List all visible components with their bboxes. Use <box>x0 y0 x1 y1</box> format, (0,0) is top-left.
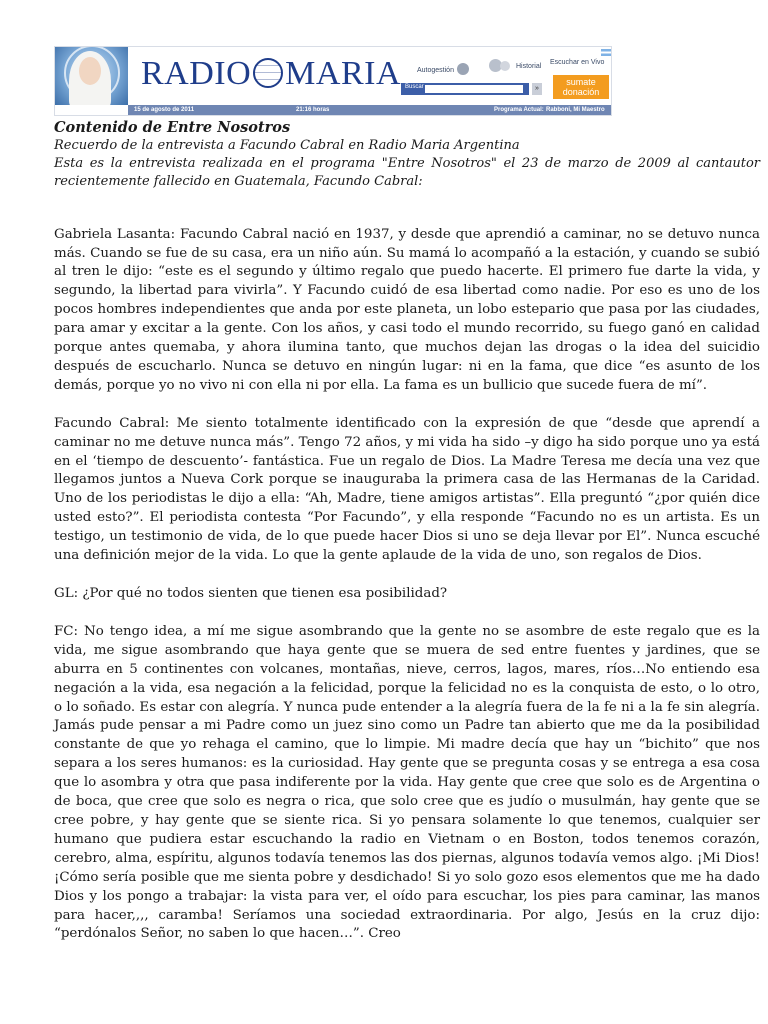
current-program-link[interactable]: Rabboni, Mi Maestro <box>546 107 605 113</box>
donate-line2: donación <box>562 87 600 97</box>
spacer <box>54 192 760 226</box>
intro-subtitle: Recuerdo de la entrevista a Facundo Cabral en Radio Maria Argentina <box>54 138 520 153</box>
radio-maria-logo[interactable] <box>141 55 401 93</box>
donate-line1: sumate <box>566 77 596 87</box>
paragraph: FC: No tengo idea, a mí me sigue asombrando que la gente no se asombre de este regalo que es la vida, me sigue asombrando que haya gente que se muera de sed entre fuentes y jardines, que se aburra en 5 continentes con volcanes, montañas, nieve, cerros, lagos, mares, ríos…No entiendo esa negación a la vida, esa negación a la felicidad, porque la felicidad no es la conquista de esto, o lo otro, o lo soñado. Es estar con alegría. Y nunca pude entender a la alegría fuera de la fe ni a la fe sin alegría. Jamás pude pensar a mi Padre como un juez sino como un Padre tan abierto que me da la posibilidad constante de que yo rehaga el camino, que lo limpie. Mi madre decía que hay un “bichito” que nos separa a los seres humanos: es la curiosidad. Hay gente que se pregunta cosas y se entrega a esa cosa que lo asombra y otra que pasa indiferente por la vida. Hay gente que cree que solo es de Argentina o de boca, que cree que solo es negra o rica, que solo cree que es judío o musulmán, hay gente que se cree pobre, y hay gente que se siente rica. Si yo pensara solamente lo que tenemos, cualquier ser humano que pudiera estar escuchando la radio en Vietnam o en Boston, todos tenemos corazón, cerebro, alma, espíritu, algunos todavía tenemos las dos piernas, algunos todavía vemos algo. ¡Mi Dios! ¡Cómo sería posible que me sienta pobre y desdichado! Si yo solo gozo esos elementos que me ha dado Dios y los pongo a trabajar: la vista para ver, el oído para escuchar, los pies para caminar, las manos para hacer,,,, caramba! Seríamos una sociedad extraordinaria. Por algo, Jesús en la cruz dijo: “perdónalos Señor, no saben lo que hacen…”. Creo <box>54 623 760 942</box>
document-body <box>54 118 760 963</box>
logo-text-radio: RADIO <box>141 55 252 92</box>
autogestion-link[interactable]: Autogestión <box>417 67 454 74</box>
paragraph: GL: ¿Por qué no todos sienten que tienen esa posibilidad? <box>54 586 448 602</box>
donate-button[interactable] <box>553 75 609 99</box>
intro-description: Esta es la entrevista realizada en el programa "Entre Nosotros" el 23 de marzo de 2009 al cantautor recientemente fallecido en Guatemala, Facundo Cabral: <box>54 156 760 190</box>
user-icon[interactable] <box>457 63 469 75</box>
argentina-flag-icon <box>601 49 611 56</box>
search-button[interactable]: » <box>532 83 542 95</box>
info-bar <box>128 105 612 115</box>
globe-icon <box>253 58 283 88</box>
search-input[interactable] <box>425 85 523 93</box>
logo-text-maria: MARIA <box>285 55 402 92</box>
site-banner <box>54 46 612 116</box>
current-date: 15 de agosto de 2011 <box>134 107 195 113</box>
paragraph: Gabriela Lasanta: Facundo Cabral nació en 1937, y desde que aprendió a caminar, no se detuvo nunca más. Cuando se fue de su casa, era un niño aún. Su mamá lo acompañó a la estación, y cuando se subió al tren le dijo: “este es el segundo y último regalo que puedo hacerte. El primero fue darte la vida, y segundo, la libertad para vivirla”. Y Facundo cuidó de esa libertad como nadie. Por eso es uno de los pocos hombres independientes que anda por este planeta, un lobo estepario que pasa por las ciudades, para amar y excitar a la gente. Con los años, y casi todo el mundo recorrido, su fuego ganó en calidad porque antes quemaba, y ahora ilumina tanto, que muchos dejan las drogas o la idea del suicidio después de escucharlo. Nunca se detuvo en ningún lugar: ni en la fama, que dice “es asunto de los demás, porque yo no vivo ni con ella ni por ella. La fama es un bullicio que sucede fuera de mí”. <box>54 226 760 393</box>
virgin-mary-image <box>55 47 128 105</box>
paragraph: Facundo Cabral: Me siento totalmente identificado con la expresión de que “desde que aprendí a caminar no me detuve nunca más”. Tengo 72 años, y mi vida ha sido –y digo ha sido porque uno ya está en el ‘tiempo de descuento’- fantástica. Fue un regalo de Dios. La Madre Teresa me decía una vez que llegamos juntos a Nueva Cork porque se inauguraba la primera casa de las Hermanas de la Caridad. Uno de los periodistas le dijo a ella: “Ah, Madre, tiene amigos artistas”. Ella preguntó “¿por quién dice usted esto?”. El periodista contesta “Por Facundo”, y ella responde “Facundo no es un artista. Es un testigo, un testimonio de vida, de lo que puede hacer Dios si uno se deja llevar por El”. Nunca escuché una definición mejor de la vida. Lo que la gente aplaude de la vida de uno, son regalos de Dios. <box>54 415 760 564</box>
page-title: Contenido de Entre Nosotros <box>54 119 291 136</box>
historial-link[interactable]: Historial <box>516 63 542 70</box>
search-bar <box>401 83 529 95</box>
search-label: Buscar <box>405 84 424 90</box>
listen-live-link[interactable]: Escuchar en Vivo <box>550 59 605 66</box>
current-time: 21:16 horas <box>296 107 330 113</box>
history-icon[interactable] <box>500 61 510 71</box>
face-shape <box>79 57 101 85</box>
current-program-label: Programa Actual: <box>494 107 544 113</box>
